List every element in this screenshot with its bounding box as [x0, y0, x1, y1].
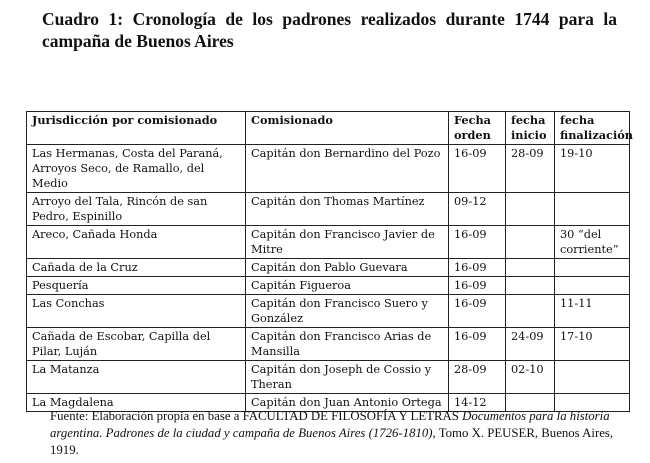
cell-fecha-finalizacion: 19-10 [555, 145, 630, 193]
header-fecha-inicio: fecha inicio [506, 112, 555, 145]
cell-jurisdiccion: Cañada de la Cruz [27, 259, 246, 277]
cell-comisionado: Capitán Figueroa [246, 277, 449, 295]
cell-fecha-inicio [506, 193, 555, 226]
cell-fecha-finalizacion [555, 259, 630, 277]
cell-fecha-orden: 16-09 [449, 277, 506, 295]
cell-jurisdiccion: Pesquería [27, 277, 246, 295]
cell-fecha-orden: 16-09 [449, 259, 506, 277]
table-row [27, 193, 630, 226]
footnote-italic-title: Documentos para la historia argentina. Padrones de la ciudad y campaña de Buenos Aires (1726-1810), [50, 409, 610, 440]
cell-jurisdiccion: La Matanza [27, 361, 246, 394]
cell-fecha-orden: 16-09 [449, 295, 506, 328]
cell-comisionado: Capitán don Joseph de Cossio y Theran [246, 361, 449, 394]
footnote-prefix: Fuente: Elaboración propia en base a FACULTAD DE FILOSOFÍA Y LETRAS [50, 409, 463, 423]
table-row [27, 295, 630, 328]
table-header-row [27, 112, 630, 145]
cell-fecha-finalizacion [555, 277, 630, 295]
cell-comisionado: Capitán don Francisco Arias de Mansilla [246, 328, 449, 361]
cell-comisionado: Capitán don Pablo Guevara [246, 259, 449, 277]
cell-jurisdiccion: Areco, Cañada Honda [27, 226, 246, 259]
header-fecha-orden: Fecha orden [449, 112, 506, 145]
cell-comisionado: Capitán don Juan Antonio Ortega [246, 394, 449, 412]
table-row [27, 328, 630, 361]
cell-fecha-finalizacion: 17-10 [555, 328, 630, 361]
cell-comisionado: Capitán don Francisco Suero y González [246, 295, 449, 328]
header-jurisdiccion: Jurisdicción por comisionado [27, 112, 246, 145]
header-fecha-finalizacion: fecha finalización [555, 112, 630, 145]
table-row [27, 259, 630, 277]
cell-fecha-finalizacion: 30 “del corriente” [555, 226, 630, 259]
census-table [26, 111, 633, 412]
cell-fecha-orden: 16-09 [449, 226, 506, 259]
cell-jurisdiccion: Cañada de Escobar, Capilla del Pilar, Luján [27, 328, 246, 361]
table-row [27, 361, 630, 394]
cell-fecha-inicio [506, 226, 555, 259]
cell-comisionado: Capitán don Bernardino del Pozo [246, 145, 449, 193]
cell-fecha-inicio: 24-09 [506, 328, 555, 361]
cell-fecha-orden: 16-09 [449, 145, 506, 193]
source-footnote [50, 408, 625, 459]
cell-jurisdiccion: Las Hermanas, Costa del Paraná, Arroyos Seco, de Ramallo, del Medio [27, 145, 246, 193]
footnote-suffix: Tomo X. PEUSER, Buenos Aires, 1919. [50, 426, 614, 457]
cell-fecha-inicio [506, 295, 555, 328]
cell-fecha-orden: 14-12 [449, 394, 506, 412]
table-row [27, 145, 630, 193]
cell-fecha-finalizacion [555, 193, 630, 226]
cell-fecha-inicio: 28-09 [506, 145, 555, 193]
cell-jurisdiccion: La Magdalena [27, 394, 246, 412]
cell-fecha-orden: 28-09 [449, 361, 506, 394]
cell-comisionado: Capitán don Francisco Javier de Mitre [246, 226, 449, 259]
header-comisionado: Comisionado [246, 112, 449, 145]
cell-fecha-inicio: 02-10 [506, 361, 555, 394]
cell-fecha-inicio [506, 259, 555, 277]
cell-jurisdiccion: Arroyo del Tala, Rincón de san Pedro, Espinillo [27, 193, 246, 226]
cell-jurisdiccion: Las Conchas [27, 295, 246, 328]
cell-fecha-finalizacion [555, 361, 630, 394]
table-row [27, 226, 630, 259]
cell-fecha-finalizacion: 11-11 [555, 295, 630, 328]
table-row [27, 277, 630, 295]
cell-fecha-orden: 09-12 [449, 193, 506, 226]
cell-comisionado: Capitán don Thomas Martínez [246, 193, 449, 226]
table-caption: Cuadro 1: Cronología de los padrones realizados durante 1744 para la campaña de Buenos Aires [42, 9, 617, 51]
cell-fecha-inicio [506, 277, 555, 295]
cell-fecha-orden: 16-09 [449, 328, 506, 361]
